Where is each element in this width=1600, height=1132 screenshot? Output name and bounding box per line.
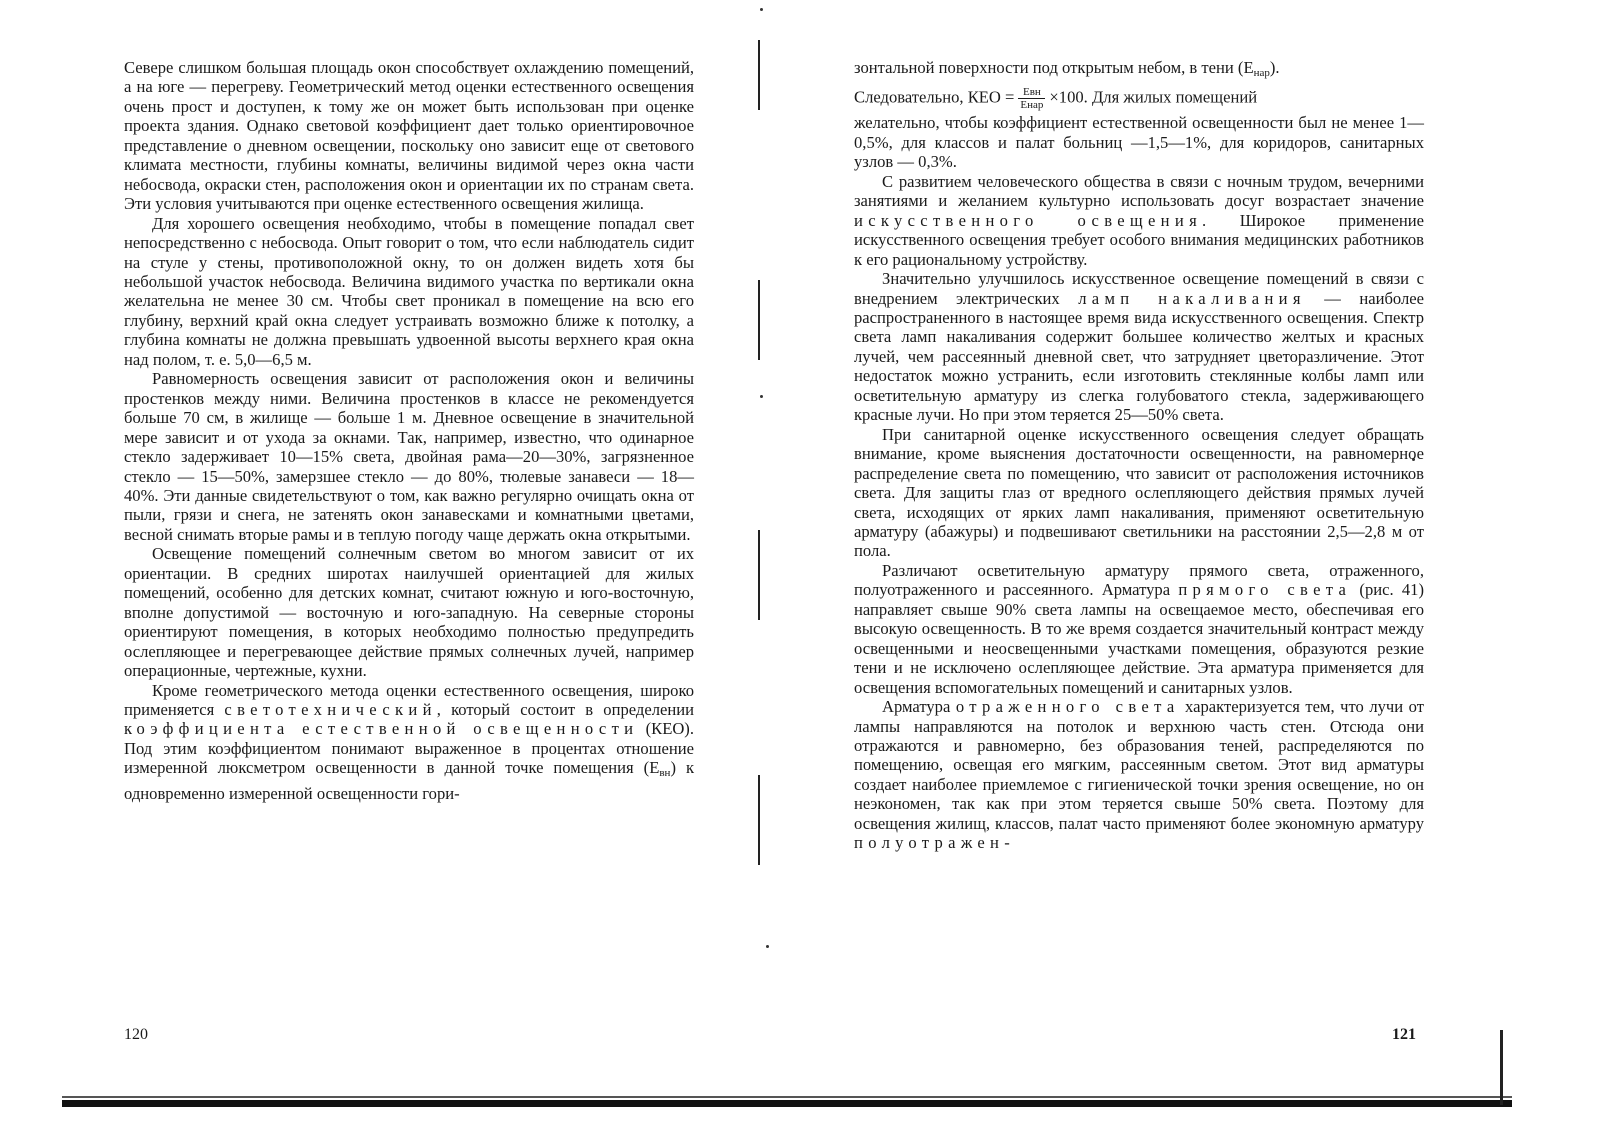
spaced-term: ламп накаливания	[1078, 288, 1306, 308]
text-run: — наиболее распространенного в настоящее время вида искусственного освещения. Спектр света ламп накаливания содержит большее количество желтых и красных лучей, чем рассеянный дневной свет, что затрудняет цветоразличение. Этот недостаток можно устранить, если изготовить стеклянные колбы ламп или осветительную арматуру из слегка голубоватого стекла, задерживающего красные лучи. Но при этом теряется 25—50% света.	[854, 288, 1424, 425]
right-paragraph-4: При санитарной оценке искусственного освещения следует обращать внимание, кроме выяснения достаточности освещенности, на равномерное распределение света по помещению, что зависит от расположения источников света. Для защиты глаз от вредного ослепляющего действия прямых лучей света, исходящих от ярких ламп накаливания, применяют осветительную арматуру (абажуры) и подвешивают светильники на расстоянии 2,5—2,8 м от пола.	[854, 424, 1424, 561]
text-run: С развитием человеческого общества в связи с ночным трудом, вечерними занятиями и желанием культурно использовать досуг возрастает значение	[854, 171, 1424, 211]
gutter-mark	[758, 530, 760, 620]
text-run: (рис. 41) направляет свыше 90% света лампы на освещаемое место, обеспечивая его высокую освещенность. В то же время создается значительный контраст между освещенными и неосвещенными участками помещения, образуются резкие тени и не исключено ослепляющее действие. Эта арматура применяется для освещения вспомогательных помещений и санитарных узлов.	[854, 580, 1424, 697]
keo-formula-line	[854, 86, 1424, 111]
text-run: , который состоит в определении	[436, 699, 694, 719]
text-run: характеризуется тем, что лучи от лампы направляются на потолок и верхнюю часть стен. Отсюда они отражаются и равномерно, без образования теней, распределяются по помещению, освещая его мягким, рассеянным светом. Этот вид арматуры создает наиболее приемлемое с гигиенической точки зрения освещение, но он неэкономен, так как при этом теряется свыше 50% света. Поэтому для освещения жилищ, классов, палат часто применяют более экономную арматуру	[854, 697, 1424, 833]
spaced-term: искусственного освещения	[854, 210, 1203, 230]
left-page	[124, 58, 694, 803]
text-run: (КЕО). Под этим коэффициентом понимают выраженное в процентах отношение измеренной люксметром освещенности в данной точке помещения (Е	[124, 719, 694, 778]
gutter-mark	[758, 280, 760, 360]
scan-speck	[760, 395, 763, 398]
left-paragraph-5	[124, 681, 694, 804]
page-number-left: 120	[124, 1026, 148, 1043]
book-gutter	[774, 0, 794, 1132]
gutter-mark	[758, 40, 760, 110]
right-page-text	[854, 58, 1424, 853]
left-page-text	[124, 58, 694, 803]
text-run: Кроме геометрического метода оценки естественного освещения, широко применяется	[124, 680, 694, 719]
scan-bottom-edge	[62, 1100, 1512, 1107]
right-paragraph-1	[854, 58, 1424, 172]
gutter-mark	[758, 775, 760, 865]
text-run: ) к одновременно измеренной освещенности гори-	[124, 758, 694, 803]
text-run: Различают осветительную арматуру прямого света, отраженного, полуотраженного и рассеянного. Арматура	[854, 560, 1424, 600]
fraction-numerator: Евн	[1018, 86, 1045, 99]
scan-speck	[760, 8, 763, 11]
left-paragraph-3: Равномерность освещения зависит от расположения окон и величины простенков между ними. Величина простенков в классе не рекомендуется больше 70 см, в жилище — больше 1 м. Дневное освещение в значительной мере зависит и от ухода за окнами. Так, например, известно, что одинарное стекло задерживает 10—15% света, двойная рама—20—30%, загрязненное стекло — 15—50%, замерзшее стекло — до 80%, тюлевые занавеси — 18—40%. Эти данные свидетельствуют о том, как важно регулярно очищать окна от пыли, грязи и снега, не затенять окон занавесками и комнатными цветами, весной снимать вторые рамы и в теплую погоду чаще держать окна открытыми.	[124, 369, 694, 544]
left-paragraph-1: Севере слишком большая площадь окон способствует охлаждению помещений, а на юге — перегреву. Геометрический метод оценки естественного освещения очень прост и доступен, к тому же он может быть использован при оценке проекта здания. Однако световой коэффициент дает только ориентировочное представление о дневном освещении, поскольку оно зависит еще от светового климата местности, глубины комнаты, величины видимой через окна части небосвода, окраски стен, расположения окон и ориентации их по странам света. Эти условия учитываются при оценке естественного освещения жилища.	[124, 58, 694, 214]
right-paragraph-2	[854, 172, 1424, 269]
text-run: Арматура	[882, 697, 956, 717]
left-paragraph-2: Для хорошего освещения необходимо, чтобы в помещение попадал свет непосредственно с небосвода. Опыт говорит о том, что если наблюдатель сидит на стуле у стены, противоположной окну, то он должен видеть хотя бы небольшой участок небосвода. Величина видимого участка по вертикали окна желательна не менее 30 см. Чтобы свет проникал в помещение на всю его глубину, верхний край окна следует устраивать возможно ближе к потолку, а глубина комнаты не должна превышать удвоенной высоты верхнего края окна над полом, т. е. 5,0—6,5 м.	[124, 213, 694, 369]
right-paragraph-3	[854, 269, 1424, 425]
right-page	[854, 58, 1424, 853]
left-paragraph-4: Освещение помещений солнечным светом во многом зависит от их ориентации. В средних широтах наилучшей ориентацией для жилых помещений, особенно для детских комнат, считают южную и юго-восточную, вполне допустимой — восточную и юго-западную. На северные стороны ориентируют помещения, в которых необходимо полностью предупредить ослепляющее и перегревающее действие прямых солнечных лучей, например операционные, чертежные, кухни.	[124, 544, 694, 681]
formula-lead: Следовательно, КЕО =	[854, 87, 1015, 107]
subscript: вн	[659, 767, 671, 780]
text-run: . Широкое применение искусственного освещения требует особого внимания медицинских работников к его рациональному устройству.	[854, 210, 1424, 269]
spaced-term: отраженного света	[955, 697, 1180, 717]
text-run: зонтальной поверхности под открытым небом, в тени (Е	[854, 58, 1254, 77]
text-run: желательно, чтобы коэффициент естественной освещенности был не менее 1—0,5%, для классов и палат больниц —1,5—1%, для коридоров, санитарных узлов — 0,3%.	[854, 113, 1424, 172]
page-number-right: 121	[1392, 1026, 1416, 1043]
text-run: Значительно улучшилось искусственное освещение помещений в связи с внедрением электрических	[854, 269, 1424, 308]
fraction-denominator: Енар	[1020, 99, 1044, 112]
subscript: нар	[1253, 67, 1270, 79]
right-paragraph-5	[854, 561, 1424, 697]
keo-fraction	[1018, 86, 1045, 111]
spaced-term: коэффициента естественной освещенности	[124, 719, 639, 739]
scan-edge-line	[62, 1096, 1512, 1098]
scan-speck	[766, 945, 769, 948]
text-run: ).	[1269, 58, 1280, 77]
formula-tail: ×100. Для жилых помещений	[1049, 87, 1258, 107]
right-paragraph-6	[854, 697, 1424, 853]
spaced-term: прямого света	[1178, 580, 1352, 600]
spaced-term: полуотражен-	[854, 833, 1016, 853]
scan-right-edge	[1500, 1030, 1503, 1105]
spaced-term: светотехнический	[224, 699, 437, 719]
